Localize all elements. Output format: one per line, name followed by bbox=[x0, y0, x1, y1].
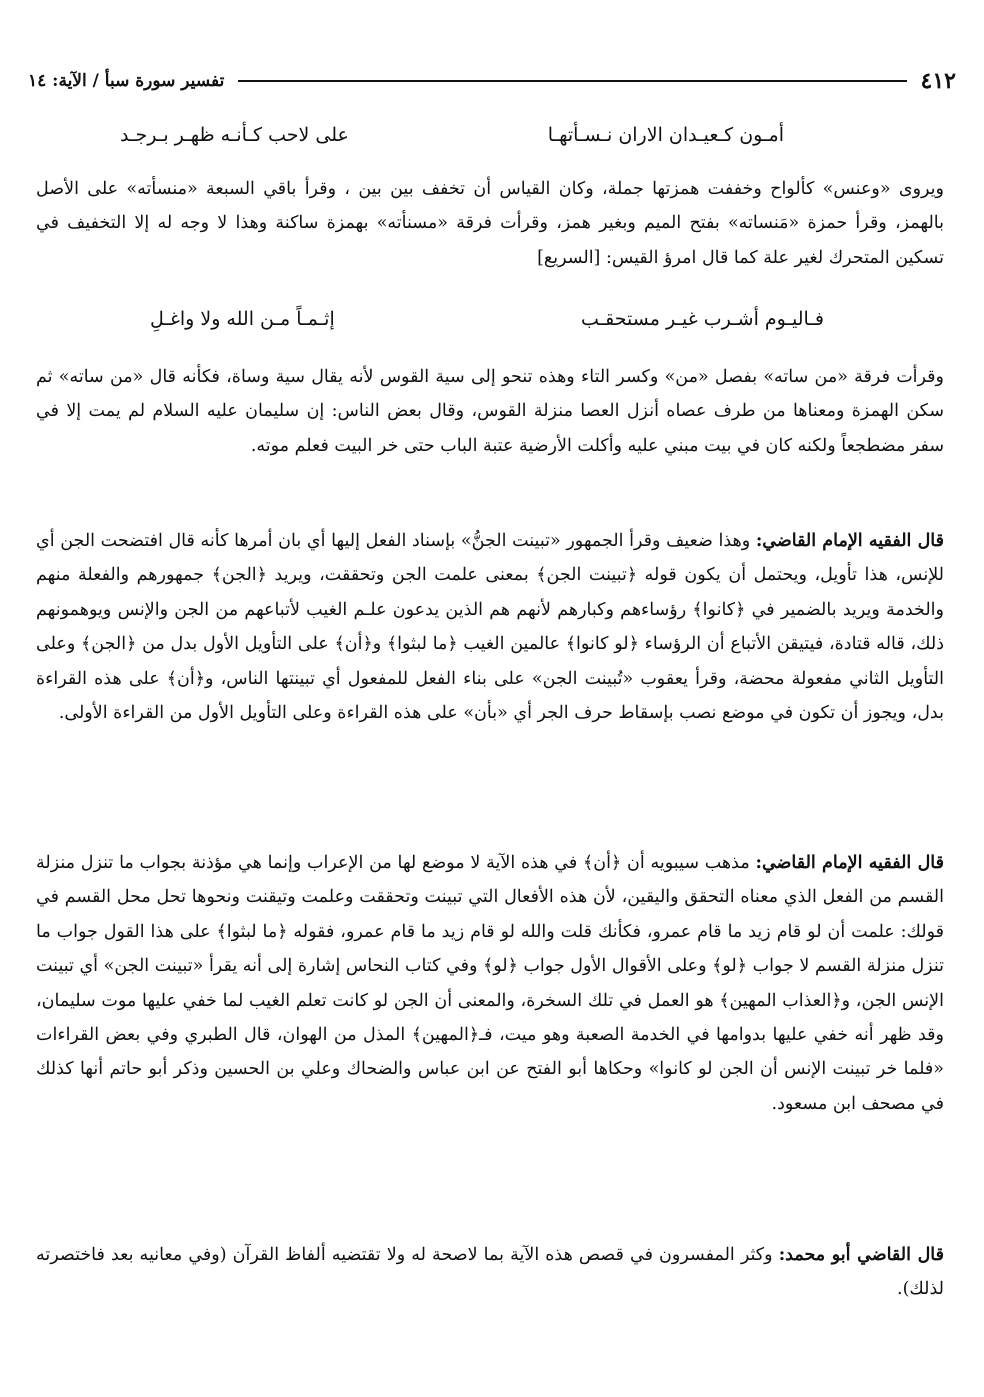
poetry-verse-1 bbox=[120, 116, 784, 154]
verse-2-first-hemistich: فـاليـوم أشـرب غيـر مستحقـب bbox=[580, 308, 824, 330]
paragraph-5-lead: قال القاضي أبو محمد: bbox=[778, 1245, 944, 1265]
paragraph-3-text: وهذا ضعيف وقرأ الجمهور «تبينت الجنُّ» بإسناد الفعل إليها أي بان أمرها كأنه قال افتضحت الجن أي للإنس، هذا تأويل، ويحتمل أن يكون قوله ﴿تبينت الجن﴾ بمعنى علمت الجن وتحققت، ويريد ﴿الجن﴾ جمهورهم والفعلة منهم والخدمة ويريد بالضمير في ﴿كانوا﴾ رؤساءهم وكبارهم لأنهم هم الذين يدعون علـم الغيب لأتباعهم من الجن والإنس ويوهمونهم ذلك، قاله قتادة، فيتيقن الأتباع أن الرؤساء ﴿لو كانوا﴾ عالمين الغيب ﴿ما لبثوا﴾ و﴿أن﴾ على التأويل الأول بدل من ﴿الجن﴾ وعلى التأويل الثاني مفعولة محضة، وقرأ يعقوب «تُبينت الجن» على بناء الفعل للمفعول أي تبينتها الناس، و﴿أن﴾ على هذه القراءة بدل، ويجوز أن تكون في موضع نصب بإسقاط حرف الجر أي «بأن» على هذه القراءة وعلى التأويل الأول من القراءة الأولى. bbox=[36, 531, 944, 724]
paragraph-4-text: مذهب سيبويه أن ﴿أن﴾ في هذه الآية لا موضع لها من الإعراب وإنما هي مؤذنة بجواب ما تنزل منزلة القسم من الفعل الذي معناه التحقق واليقين، لأن هذه الأفعال التي تبينت وتحققت وعلمت وتيقنت ونحوها تحل محل القسم في قولك: علمت أن لو قام زيد ما قام عمرو، فكأنك قلت والله لو قام زيد ما قام عمرو، فقوله ﴿ما لبثوا﴾ على هذا القول جواب ما تنزل منزلة القسم لا جواب ﴿لو﴾ وعلى الأقوال الأول جواب ﴿لو﴾ وفي كتاب النحاس إشارة إلى أنه يقرأ «تبينت الجن» أي تبينت الإنس الجن، و﴿العذاب المهين﴾ هو العمل في تلك السخرة، والمعنى أن الجن لو كانت تعلم الغيب لما خفي عليها موت سليمان، وقد ظهر أنه خفي عليها بدوامها في الخدمة الصعبة وهو ميت، فـ﴿المهين﴾ المذل من الهوان، قال الطبري وفي بعض القراءات «فلما خر تبينت الإنس أن الجن لو كانوا» وحكاها أبو الفتح عن ابن عباس والضحاك وعلي بن الحسين وذكر أبو حاتم أنها كذلك في مصحف ابن مسعود. bbox=[36, 853, 944, 1114]
page-number: ٤١٢ bbox=[920, 68, 956, 94]
running-title: تفسير سورة سبأ / الآية: ١٤ bbox=[28, 71, 225, 91]
verse-2-second-hemistich: إثـمـاً مـن الله ولا واغـلِ bbox=[150, 308, 335, 330]
paragraph-4-lead: قال الفقيه الإمام القاضي: bbox=[755, 853, 944, 873]
paragraph-5-text: وكثر المفسرون في قصص هذه الآية بما لاصحة له ولا تقتضيه ألفاظ القرآن (وفي معانيه بعد فاختصرته لذلك). bbox=[36, 1245, 944, 1300]
paragraph-2: وقرأت فرقة «من ساته» بفصل «من» وكسر التاء وهذه تنحو إلى سية القوس لأنه يقال سية وساة، فكأنه قال «من ساته» ثم سكن الهمزة ومعناها من طرف عصاه أنزل العصا منزلة القوس، وقال بعض الناس: إن سليمان عليه السلام لم يمت إلا في سفر مضطجعاً ولكنه كان في بيت مبني عليه وأكلت الأرضية عتبة الباب حتى خر البيت فعلم موته. bbox=[36, 367, 944, 456]
verse-1-first-hemistich: أمـون كـعيـدان الاران نـسـأتهـا bbox=[547, 124, 784, 146]
paragraph-3-lead: قال الفقيه الإمام القاضي: bbox=[755, 531, 944, 551]
page-header bbox=[28, 64, 956, 98]
header-rule bbox=[238, 80, 906, 82]
verse-1-second-hemistich: على لاحب كـأنـه ظهـر بـرجـد bbox=[120, 124, 349, 146]
paragraph-3 bbox=[36, 524, 944, 730]
paragraph-5 bbox=[36, 1238, 944, 1307]
paragraph-1: ويروى «وعنس» كألواح وخففت همزتها جملة، وكان القياس أن تخفف بين بين ، وقرأ باقي السبعة «منسأته» على الأصل بالهمز، وقرأ حمزة «مَنساته» بفتح الميم وبغير همز، وقرأت فرقة «مسنأته» بهمزة ساكنة وهذا لا وجه له إلا التخفيف في تسكين المتحرك لغير علة كما قال امرؤ القيس: [السريع] bbox=[36, 179, 944, 268]
poetry-verse-2 bbox=[150, 300, 824, 338]
paragraph-4 bbox=[36, 846, 944, 1121]
